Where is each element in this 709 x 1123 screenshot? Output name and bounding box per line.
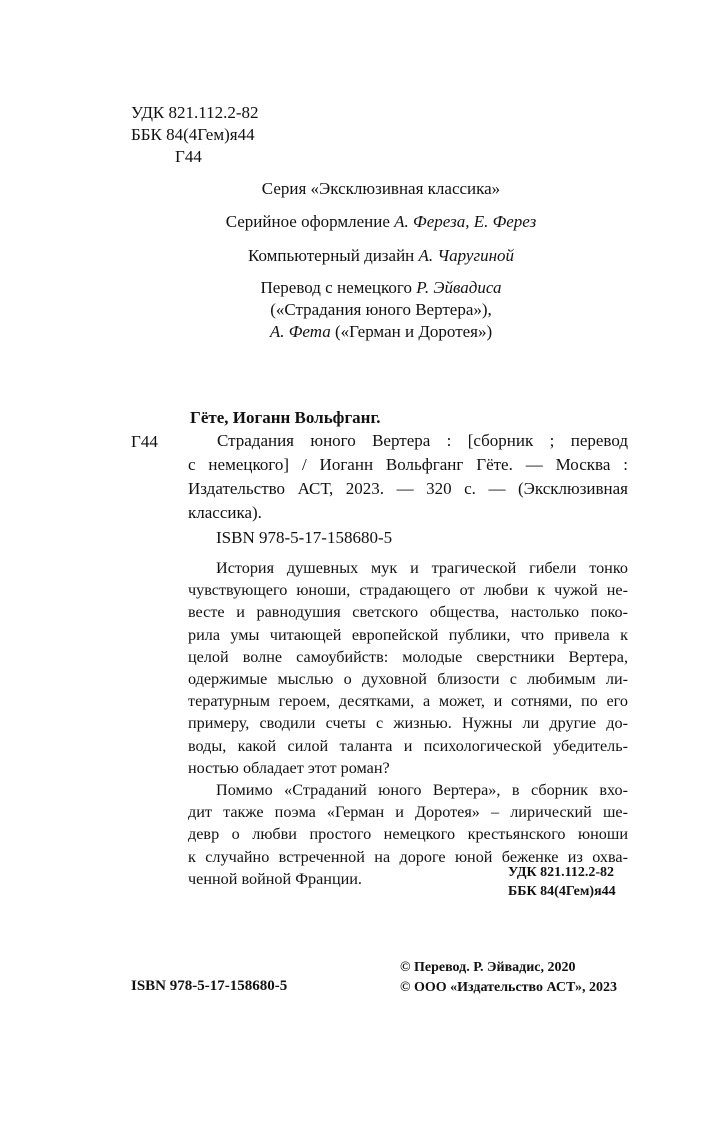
annotation-line: ченной войной Франции.: [188, 869, 362, 888]
udk-code: УДК 821.112.2-82: [131, 103, 259, 122]
annotation-line: к случайно встреченной на дороге юной беженке из охва-: [188, 847, 628, 866]
record-line: классика).: [188, 503, 262, 522]
annotation-line: Помимо «Страданий юного Вертера», в сборник вхо-: [216, 781, 628, 800]
annotation-line: девр о любви простого немецкого крестьянского юноши: [188, 825, 628, 844]
serial-designers: А. Фереза, Е. Ферез: [394, 212, 537, 231]
annotation-line: целой волне самоубийств: молодые сверстники Вертера,: [188, 647, 628, 666]
computer-design-credit: Компьютерный дизайн А. Чаругиной: [247, 246, 515, 265]
copyright-translation: © Перевод. Р. Эйвадис, 2020: [400, 960, 576, 975]
author-mark: Г44: [175, 147, 202, 166]
translated-work-1: («Страдания юного Вертера»),: [270, 300, 492, 319]
annotation-line: одержимые мыслью о духовной близости с любимым ли-: [188, 670, 628, 689]
translator-2: А. Фета: [269, 322, 331, 341]
record-author-mark: Г44: [131, 432, 158, 451]
annotation-line: рила умы читающей европейской публики, что привела к: [188, 625, 628, 644]
annotation-line: воды, какой силой таланта и психологической убедитель-: [188, 736, 628, 755]
annotation-line: весте и равнодушия светского общества, настолько поко-: [188, 603, 628, 622]
bottom-bbk-code: ББК 84(4Гем)я44: [508, 884, 616, 899]
computer-designer: А. Чаругиной: [418, 246, 515, 265]
serial-design-credit: Серийное оформление А. Фереза, Е. Ферез: [225, 212, 537, 231]
series-line: Серия «Эксклюзивная классика»: [261, 179, 501, 198]
translation-credit: Перевод с немецкого Р. Эйвадиса («Страдания юного Вертера»), А. Фета («Герман и Доротея»): [131, 277, 631, 343]
annotation-line: ностью обладает этот роман?: [188, 758, 390, 777]
annotation-line: примеру, сводили счеты с жизнью. Нужны ли другие до-: [188, 714, 628, 733]
record-isbn: ISBN 978-5-17-158680-5: [216, 528, 393, 547]
copyright-publisher: © ООО «Издательство АСТ», 2023: [400, 980, 618, 995]
annotation-line: тературным героем, десятками, а может, и сотнями, по его: [188, 692, 628, 711]
annotation-line: чувствующего юноши, страдающего от любви к чужой не-: [188, 581, 628, 600]
annotation-line: дит также поэма «Герман и Доротея» – лирический ше-: [188, 803, 628, 822]
record-line: Страдания юного Вертера : [сборник ; перевод: [217, 431, 628, 450]
bibliographic-record: [131, 429, 628, 525]
bbk-code: ББК 84(4Гем)я44: [131, 125, 255, 144]
author-heading: Гёте, Иоганн Вольфганг.: [190, 408, 381, 427]
record-line: с немецкого] / Иоганн Вольфганг Гёте. — Москва :: [188, 455, 628, 474]
annotation-line: История душевных мук и трагической гибели тонко: [216, 559, 628, 577]
annotation: [188, 557, 628, 890]
bottom-udk-code: УДК 821.112.2-82: [508, 865, 615, 880]
record-line: Издательство АСТ, 2023. — 320 с. — (Эксклюзивная: [188, 479, 628, 498]
translator-1: Р. Эйвадиса: [416, 278, 502, 297]
footer-isbn: ISBN 978-5-17-158680-5: [131, 978, 288, 994]
